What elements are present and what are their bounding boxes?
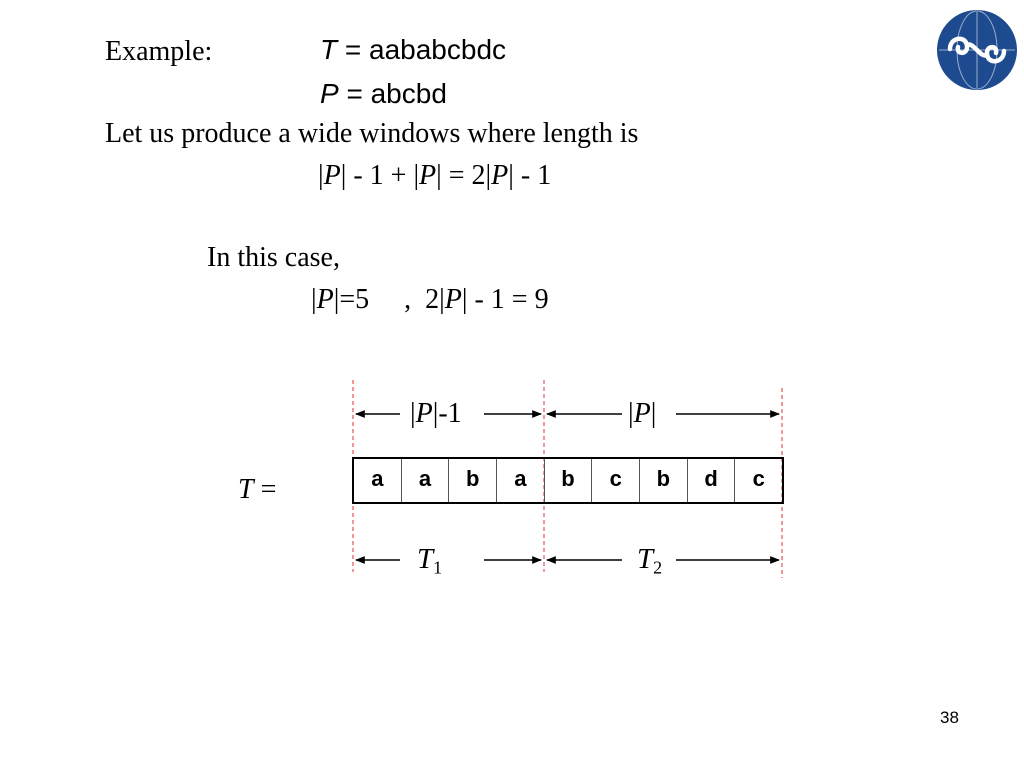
t2-subscript: 2 bbox=[653, 557, 663, 578]
p-symbol: P bbox=[320, 78, 339, 109]
t-symbol: T bbox=[320, 34, 338, 65]
label-t2 bbox=[637, 543, 662, 578]
formula-part: |=5 , 2| bbox=[333, 284, 445, 315]
label-t1 bbox=[417, 543, 442, 578]
formula-p: P bbox=[444, 284, 462, 315]
text-cell: a bbox=[497, 459, 545, 502]
formula-part: | bbox=[311, 284, 317, 315]
label-p-letter: P bbox=[633, 398, 651, 429]
text-cell: b bbox=[545, 459, 593, 502]
text-cell: b bbox=[640, 459, 688, 502]
formula-part: | - 1 + | bbox=[340, 160, 420, 191]
case-formula bbox=[311, 284, 549, 316]
case-text: In this case, bbox=[207, 242, 340, 273]
text-cells bbox=[352, 457, 784, 504]
text-cell: a bbox=[354, 459, 402, 502]
text-cell: c bbox=[592, 459, 640, 502]
t-eq: = bbox=[253, 474, 277, 505]
label-part: | bbox=[628, 398, 634, 429]
formula-p: P bbox=[323, 160, 341, 191]
label-p-minus-1 bbox=[410, 398, 462, 430]
example-label: Example: bbox=[105, 36, 213, 67]
page-number: 38 bbox=[940, 708, 959, 727]
text-cell: b bbox=[449, 459, 497, 502]
formula-part: | - 1 bbox=[508, 160, 552, 191]
text-cell: d bbox=[688, 459, 736, 502]
t1-symbol: T bbox=[417, 543, 434, 575]
university-emblem-icon bbox=[936, 9, 1018, 91]
t-value: = aababcbdc bbox=[337, 34, 507, 65]
formula-part: | bbox=[318, 160, 324, 191]
formula-part: | = 2| bbox=[436, 160, 492, 191]
label-part: | bbox=[410, 398, 416, 429]
text-t-definition bbox=[320, 34, 506, 66]
pattern-definition bbox=[320, 78, 447, 110]
p-value: = abcbd bbox=[338, 78, 447, 109]
label-part: | bbox=[650, 398, 657, 429]
intro-text: Let us produce a wide windows where length is bbox=[105, 118, 639, 149]
text-cell: a bbox=[402, 459, 450, 502]
window-length-formula bbox=[318, 160, 551, 192]
text-cell: c bbox=[752, 465, 765, 491]
label-p: P bbox=[415, 398, 433, 429]
formula-part: | - 1 = 9 bbox=[461, 284, 549, 315]
formula-p: P bbox=[491, 160, 509, 191]
t2-symbol: T bbox=[637, 543, 654, 575]
label-part: |-1 bbox=[432, 398, 462, 429]
t-equals-label bbox=[238, 474, 276, 506]
t1-subscript: 1 bbox=[433, 557, 443, 578]
t-symbol: T bbox=[238, 474, 254, 505]
formula-p: P bbox=[316, 284, 334, 315]
label-p bbox=[628, 398, 656, 430]
formula-p: P bbox=[419, 160, 437, 191]
